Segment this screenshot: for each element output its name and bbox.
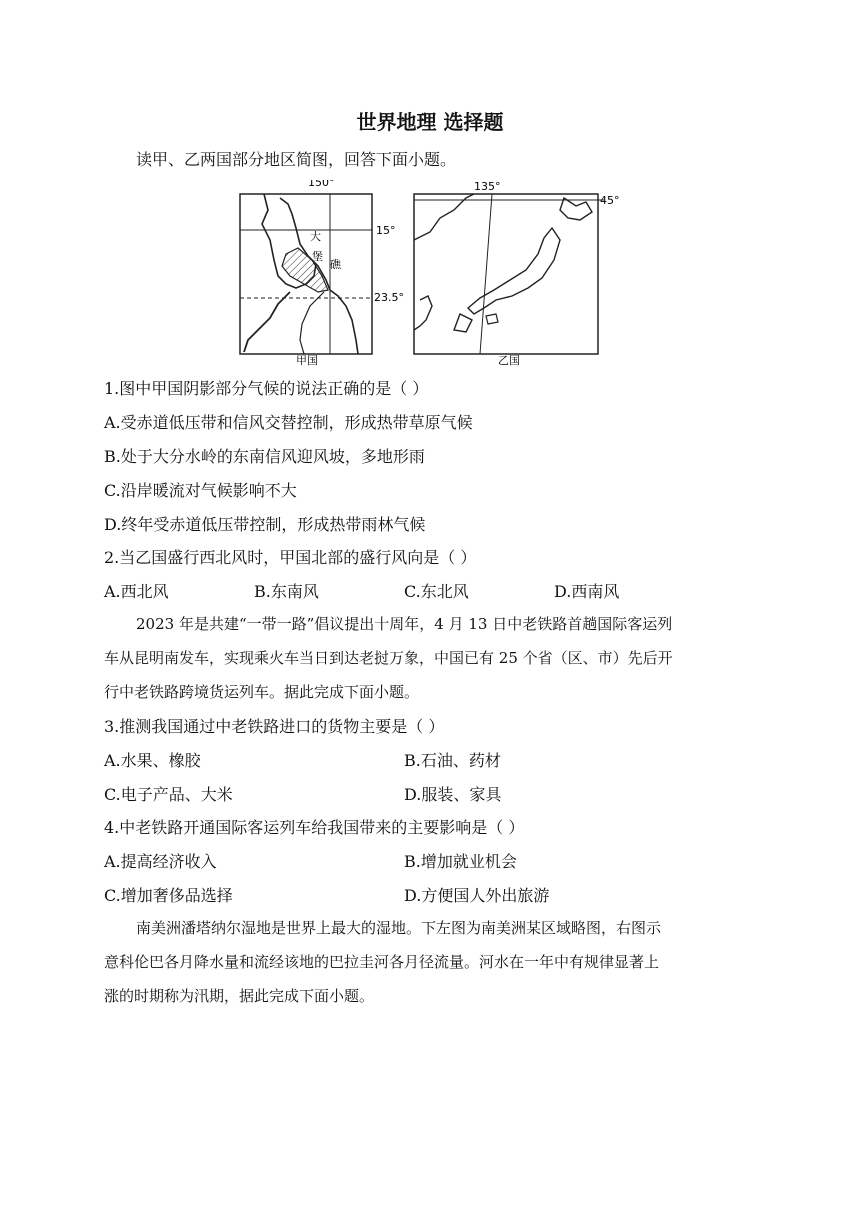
q4-option-a: A.提高经济收入 — [104, 852, 217, 871]
map-yi — [414, 180, 620, 366]
q3-option-b: B.石油、药材 — [404, 751, 501, 770]
para2-line3: 行中老铁路跨境货运列车。据此完成下面小题。 — [104, 683, 420, 701]
label-150: 150° — [308, 180, 335, 189]
q2-option-a: A.西北风 — [104, 582, 169, 601]
island-south — [454, 314, 472, 332]
peninsula-coast — [414, 296, 432, 330]
caption-yi: 乙国 — [498, 354, 520, 366]
coast-gulf — [244, 292, 290, 352]
mainland-coast — [414, 194, 474, 240]
q2-option-b: B.东南风 — [254, 582, 319, 601]
label-23-5: 23.5° — [374, 291, 404, 304]
label-135: 135° — [474, 180, 501, 193]
q3-stem: 3.推测我国通过中老铁路进口的货物主要是（ ） — [104, 717, 445, 736]
q4-option-b: B.增加就业机会 — [404, 852, 517, 871]
label-45: 45° — [600, 194, 620, 207]
river — [300, 292, 324, 354]
q4-stem: 4.中老铁路开通国际客运列车给我国带来的主要影响是（ ） — [104, 818, 525, 837]
para2-line2: 车从昆明南发车，实现乘火车当日到达老挝万象，中国已有 25 个省（区、市）先后开 — [104, 649, 673, 667]
q2-stem: 2.当乙国盛行西北风时，甲国北部的盛行风向是（ ） — [104, 548, 477, 567]
q4-option-c: C.增加奢侈品选择 — [104, 886, 233, 905]
reef-char-3: 礁 — [330, 258, 341, 271]
q3-option-a: A.水果、橡胶 — [104, 751, 201, 770]
reef-char-2: 堡 — [312, 250, 323, 263]
para3-line3: 涨的时期称为汛期，据此完成下面小题。 — [104, 987, 375, 1005]
q2-option-c: C.东北风 — [404, 582, 469, 601]
para3-line2: 意科伦巴各月降水量和流经该地的巴拉圭河各月径流量。河水在一年中有规律显著上 — [104, 953, 660, 971]
label-15: 15° — [376, 224, 396, 237]
q1-option-c: C.沿岸暖流对气候影响不大 — [104, 481, 297, 500]
q2-option-d: D.西南风 — [554, 582, 620, 601]
q1-option-b: B.处于大分水岭的东南信风迎风坡，多地形雨 — [104, 447, 425, 466]
map-jia — [240, 180, 404, 366]
q1-stem: 1.图中甲国阴影部分气候的说法正确的是（ ） — [104, 379, 429, 398]
para3-line1: 南美洲潘塔纳尔湿地是世界上最大的湿地。下左图为南美洲某区域略图，右图示 — [136, 919, 662, 937]
q1-option-a: A.受赤道低压带和信风交替控制，形成热带草原气候 — [104, 413, 473, 432]
q3-option-d: D.服装、家具 — [404, 785, 502, 804]
maps-figure — [234, 180, 626, 366]
meridian-135 — [480, 194, 492, 354]
reef-char-1: 大 — [310, 230, 321, 243]
page-title: 世界地理 选择题 — [356, 110, 504, 134]
island-main — [468, 228, 560, 314]
caption-jia: 甲国 — [296, 354, 318, 366]
island-small — [486, 314, 498, 324]
q3-option-c: C.电子产品、大米 — [104, 785, 233, 804]
island-north — [560, 198, 592, 220]
q4-option-d: D.方便国人外出旅游 — [404, 886, 550, 905]
para2-line1: 2023 年是共建“一带一路”倡议提出十周年，4 月 13 日中老铁路首趟国际客运列 — [136, 615, 673, 633]
intro-text: 读甲、乙两国部分地区简图，回答下面小题。 — [136, 150, 457, 169]
maps-svg — [234, 180, 626, 366]
q1-option-d: D.终年受赤道低压带控制，形成热带雨林气候 — [104, 515, 426, 534]
